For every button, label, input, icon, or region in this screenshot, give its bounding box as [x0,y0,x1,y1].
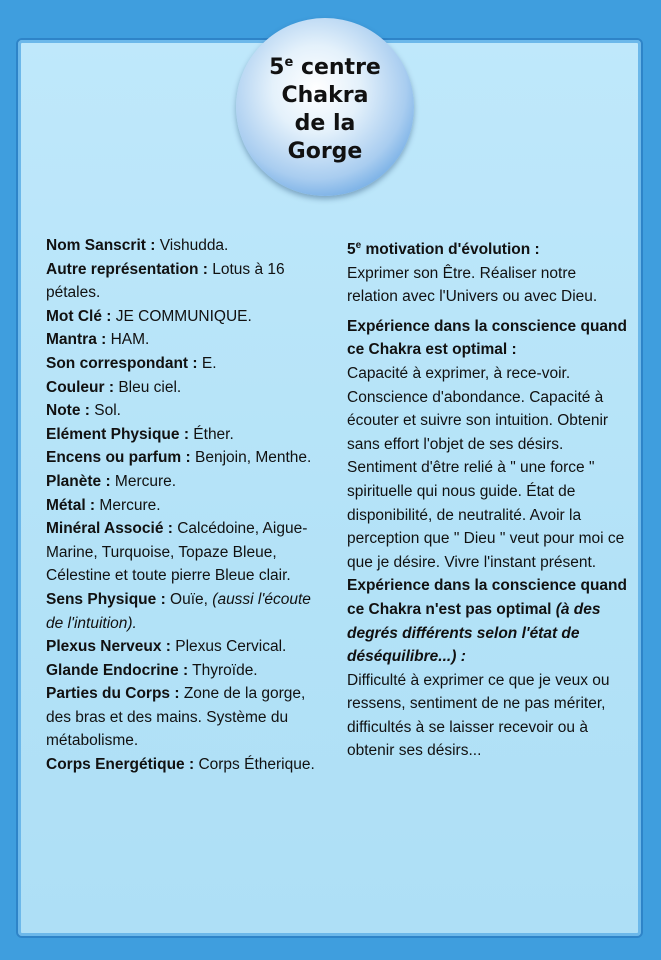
right-column [347,234,627,763]
entry-plexus: Plexus Nerveux : Plexus Cervical. [46,638,287,656]
entry-autre-representation: Autre représentation : Lotus à 16 pétales. [46,260,285,302]
entry-mot-cle: Mot Clé : JE COMMUNIQUE. [46,307,252,325]
badge-line-3: de la [294,110,356,136]
left-column [46,234,321,777]
not-optimal-heading: Expérience dans la conscience quand ce Chakra n'est pas optimal (à des degrés différents selon l'état de déséquilibre...) : [347,577,627,666]
entry-corps-energetique: Corps Energétique : Corps Étherique. [46,756,315,774]
title-badge [236,18,414,196]
badge-line-2: Chakra [281,82,369,108]
optimal-heading: Expérience dans la conscience quand ce Chakra est optimal : [347,317,627,359]
entry-sens-physique: Sens Physique : Ouïe, (aussi l'écoute de l'intuition). [46,590,311,632]
not-optimal-text: Difficulté à exprimer ce que je veux ou ressens, sentiment de ne pas mériter, difficultés à se laisser recevoir ou à obtenir ses désirs... [347,671,610,760]
entry-encens: Encens ou parfum : Benjoin, Menthe. [46,449,312,467]
entry-metal: Métal : Mercure. [46,496,161,514]
entry-couleur: Couleur : Bleu ciel. [46,378,182,396]
entry-parties-corps: Parties du Corps : Zone de la gorge, des bras et des mains. Système du métabolisme. [46,685,306,750]
optimal-text: Capacité à exprimer, à rece-voir. Conscience d'abondance. Capacité à écouter et suivre son intuition. Obtenir sans effort l'objet de ses désirs. Sentiment d'être relié à " une force " spirituelle qui nous guide. État de disponibilité, de neutralité. Avoir la perception que " Dieu " veut pour moi ce que je désire. Vivre l'instant présent. [347,364,625,571]
entry-nom-sanscrit: Nom Sanscrit : Vishudda. [46,237,229,254]
entry-planete: Planète : Mercure. [46,472,177,490]
entry-son-correspondant: Son correspondant : E. [46,354,217,372]
badge-line-1: 5e centre [269,54,381,80]
badge-line-4: Gorge [287,138,363,164]
entry-glande: Glande Endocrine : Thyroïde. [46,661,258,679]
motivation-heading: 5e motivation d'évolution : [347,240,540,258]
entry-note: Note : Sol. [46,402,121,420]
motivation-text: Exprimer son Être. Réaliser notre relation avec l'Univers ou avec Dieu. [347,264,598,306]
entry-mineral: Minéral Associé : Calcédoine, Aigue-Marine, Turquoise, Topaze Bleue, Célestine et toute pierre Bleue clair. [46,520,308,585]
entry-mantra: Mantra : HAM. [46,331,150,349]
entry-element-physique: Elément Physique : Éther. [46,425,234,443]
